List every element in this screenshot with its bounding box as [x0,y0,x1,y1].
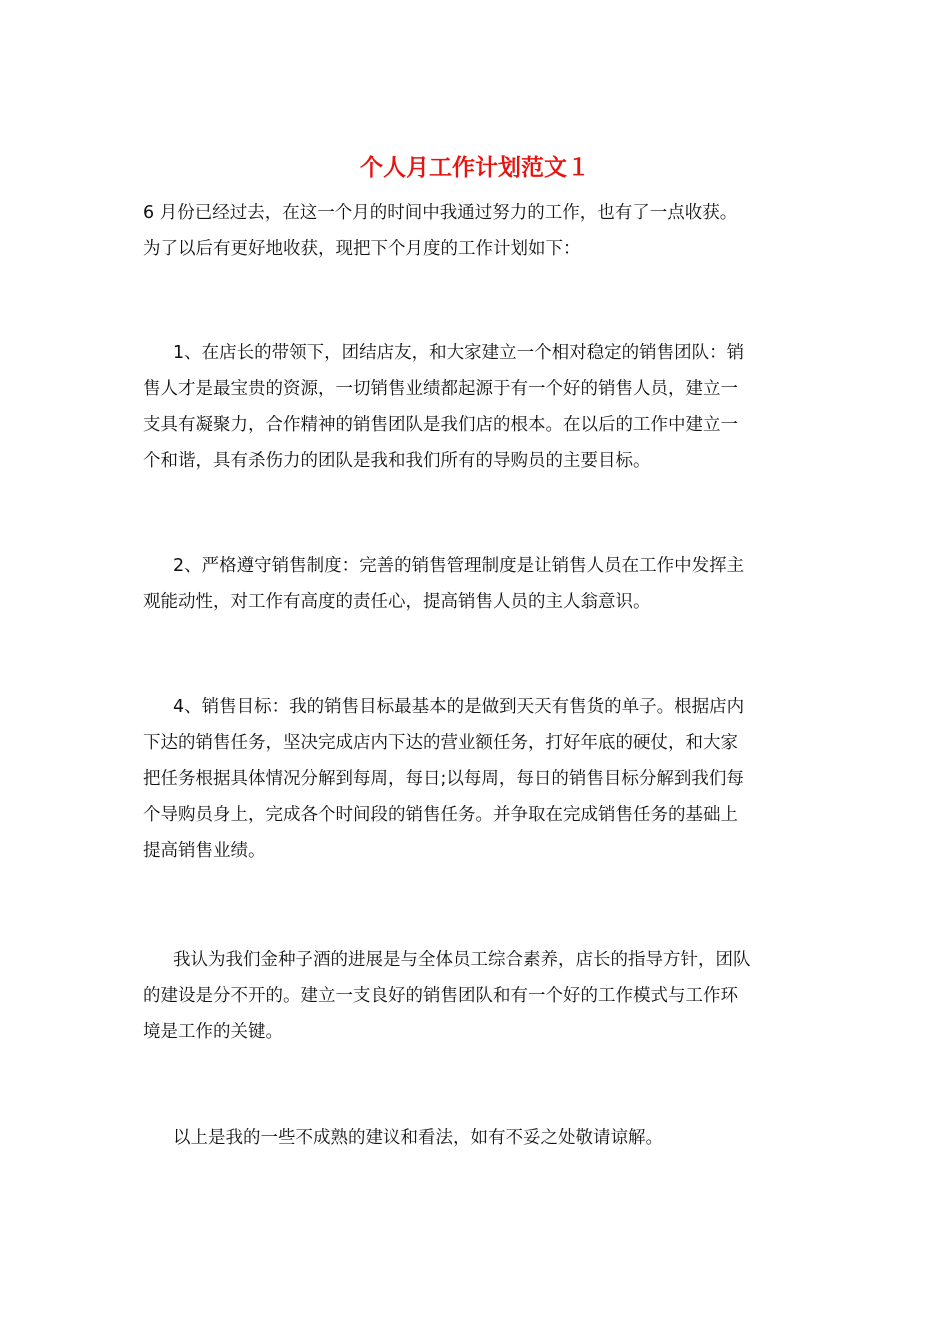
paragraph-item-2 [143,548,809,620]
paragraph-line: 以上是我的一些不成熟的建议和看法，如有不妥之处敬请谅解。 [173,1128,663,1148]
paragraph-line: 售人才是最宝贵的资源，一切销售业绩都起源于有一个好的销售人员，建立一 [143,379,738,399]
paragraph-line: 1、在店长的带领下，团结店友，和大家建立一个相对稳定的销售团队：销 [173,343,745,363]
paragraph-line: 提高销售业绩。 [143,841,266,861]
paragraph-line: 支具有凝聚力，合作精神的销售团队是我们店的根本。在以后的工作中建立一 [143,415,738,435]
paragraph-item-1 [143,335,809,479]
paragraph-line: 6 月份已经过去，在这一个月的时间中我通过努力的工作，也有了一点收获。 [143,203,738,223]
paragraph-line: 观能动性，对工作有高度的责任心，提高销售人员的主人翁意识。 [143,592,651,612]
document-title: 个人月工作计划范文１ [360,154,590,181]
paragraph-intro [143,195,809,267]
paragraph-closing [143,1120,809,1156]
paragraph-item-4 [143,689,809,869]
paragraph-line: 个导购员身上，完成各个时间段的销售任务。并争取在完成销售任务的基础上 [143,805,738,825]
paragraph-line: 2、严格遵守销售制度：完善的销售管理制度是让销售人员在工作中发挥主 [173,556,745,576]
paragraph-line: 我认为我们金种子酒的进展是与全体员工综合素养，店长的指导方针，团队 [173,950,751,970]
paragraph-line: 把任务根据具体情况分解到每周，每日;以每周，每日的销售目标分解到我们每 [143,769,744,789]
paragraph-line: 下达的销售任务，坚决完成店内下达的营业额任务，打好年底的硬仗，和大家 [143,733,738,753]
paragraph-line: 境是工作的关键。 [143,1022,283,1042]
paragraph-line: 为了以后有更好地收获，现把下个月度的工作计划如下： [143,239,581,259]
paragraph-conclusion [143,942,809,1050]
paragraph-line: 个和谐，具有杀伤力的团队是我和我们所有的导购员的主要目标。 [143,451,651,471]
paragraph-line: 4、销售目标：我的销售目标最基本的是做到天天有售货的单子。根据店内 [173,697,745,717]
paragraph-line: 的建设是分不开的。建立一支良好的销售团队和有一个好的工作模式与工作环 [143,986,738,1006]
